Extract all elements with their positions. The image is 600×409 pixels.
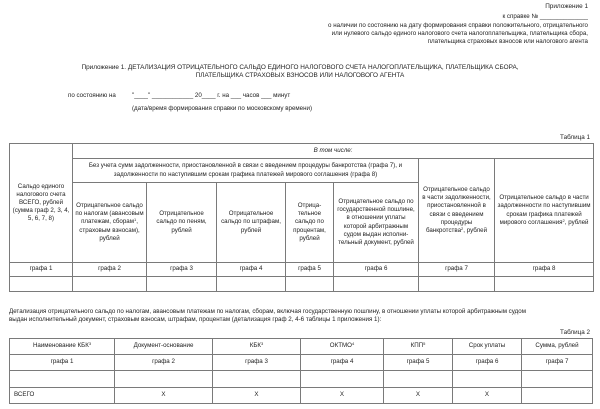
header-text: , страховым взносам), рублей [79, 218, 140, 242]
description-line: или нулевого сальдо единого налогового счета налогоплательщика, плательщика сбора, [331, 29, 588, 37]
column-number: графа 1 [10, 355, 115, 371]
value-cell[interactable] [213, 371, 301, 388]
value-cell[interactable] [73, 277, 147, 292]
certificate-description [228, 22, 588, 45]
appendix-label: Приложение 1 [545, 3, 588, 10]
value-cell[interactable] [286, 277, 334, 292]
total-amount-cell[interactable] [522, 388, 593, 404]
header-text: Документ-основание [133, 342, 194, 350]
table2-caption: Таблица 2 [560, 329, 590, 336]
column-number: графа 7 [419, 263, 495, 277]
header-kpp [384, 339, 453, 355]
header-text: , рублей [463, 226, 488, 234]
footnote-mark: 4 [351, 341, 355, 347]
value-cell[interactable] [147, 277, 217, 292]
value-cell[interactable] [522, 371, 593, 388]
value-cell[interactable] [115, 371, 213, 388]
header-text: Сумма, рублей [535, 342, 579, 350]
col-penalties-header: Отрицательное сальдо по пеням, рублей [147, 183, 217, 263]
header-text: Отрицательное сальдо в части задолженности по наступившим срокам графика платежей мирового соглашения [497, 194, 591, 226]
col-fines-header: Отрицательное сальдо по штрафам, рублей [217, 183, 286, 263]
column-number: графа 7 [522, 355, 593, 371]
total-cell: X [453, 388, 522, 404]
header-text: , рублей [564, 218, 589, 226]
header-text: КБК [249, 342, 262, 350]
header-text: КПП [410, 342, 424, 350]
column-number: графа 6 [334, 263, 419, 277]
value-cell[interactable] [217, 277, 286, 292]
column-number: графа 5 [286, 263, 334, 277]
value-cell[interactable] [10, 277, 73, 292]
header-oktmo [301, 339, 384, 355]
certificate-number: к справке № ______________ [502, 13, 588, 20]
total-cell: X [384, 388, 453, 404]
column-number: графа 4 [301, 355, 384, 371]
column-number: графа 2 [73, 263, 147, 277]
col-bankruptcy-header [419, 159, 495, 263]
total-cell: X [301, 388, 384, 404]
header-due-date [453, 339, 522, 355]
header-document [115, 339, 213, 355]
col-settlement-header [495, 159, 594, 263]
table1-caption: Таблица 1 [560, 134, 590, 141]
detail-table [9, 338, 593, 404]
header-kbk [213, 339, 301, 355]
column-number: графа 3 [147, 263, 217, 277]
header-text: ОКТМО [329, 342, 352, 350]
as-of-date-field[interactable]: "____" ____________ 20____ г. на ___ часов ___ минут [132, 92, 291, 99]
total-label: ВСЕГО [10, 388, 115, 404]
balance-table [9, 143, 594, 292]
value-cell[interactable] [301, 371, 384, 388]
col-total-balance-header: Сальдо единого налогового счета ВСЕГО, рублей (сумма граф 2, 3, 4, 5, 6, 7, 8) [10, 144, 73, 263]
as-of-label: по состоянию на [68, 92, 116, 99]
description-line: о наличии по состоянию на дату формирования справки положительного, отрицательного [328, 22, 588, 29]
value-cell[interactable] [334, 277, 419, 292]
value-cell[interactable] [453, 371, 522, 388]
total-cell: X [213, 388, 301, 404]
description-line: плательщика страховых взносов или налогового агента [427, 37, 588, 45]
header-text: Отрицательное сальдо в части задолженности, приостановленной в связи с введением процедуры банкротства [422, 186, 491, 234]
title-line: ПЛАТЕЛЬЩИКА СТРАХОВЫХ ВЗНОСОВ ИЛИ НАЛОГОВОГО АГЕНТА [195, 72, 405, 79]
col-taxes-header [73, 183, 147, 263]
total-cell: X [115, 388, 213, 404]
header-kbk-name [10, 339, 115, 355]
header-text: Наименование КБК [32, 342, 89, 350]
detail-line: выдан исполнительный документ, страховым взносам, штрафам, процентам (детализация граф 2, 4-6 таблицы 1 приложения 1): [9, 315, 382, 323]
column-number: графа 5 [384, 355, 453, 371]
column-number: графа 4 [217, 263, 286, 277]
column-number: графа 6 [453, 355, 522, 371]
column-number: графа 3 [213, 355, 301, 371]
as-of-date-hint: (дата/время формирования справки по московскому времени) [132, 105, 313, 112]
footnote-mark: 2 [562, 217, 565, 223]
title-line: Приложение 1. ДЕТАЛИЗАЦИЯ ОТРИЦАТЕЛЬНОГО САЛЬДО ЕДИНОГО НАЛОГОВОГО СЧЕТА НАЛОГОПЛАТЕЛЬЩИКА, ПЛАТЕЛЬЩИКА СБОРА, [81, 64, 519, 71]
footnote-mark: 1 [133, 217, 137, 223]
footnote-mark: 3 [261, 341, 264, 347]
detail-line: Детализация отрицательного сальдо по налогам, авансовым платежам по налогам, сборам, включая государственную пошлину, в отношении уплаты которой арбитражным судом [9, 308, 526, 315]
detail-description [9, 308, 599, 324]
header-amount [522, 339, 593, 355]
col-state-duty-header: Отрицательное сальдо по государственной пошлине, в отношении уплаты которой арбитражным судом выдан исполни-тельный документ, рублей [334, 183, 419, 263]
column-number: графа 2 [115, 355, 213, 371]
group-header: Без учета сумм задолженности, приостановленной в связи с введением процедуры банкротства (графа 7), и задолженности по наступившим срокам графика платежей мирового соглашения (графа 8) [73, 159, 419, 183]
header-text: Отрицательное сальдо по налогам (авансовым платежам, сборам [75, 202, 144, 226]
footnote-mark: 2 [461, 225, 464, 231]
column-number: графа 1 [10, 263, 73, 277]
value-cell[interactable] [495, 277, 594, 292]
value-cell[interactable] [384, 371, 453, 388]
footnote-mark: 5 [423, 341, 426, 347]
column-number: графа 8 [495, 263, 594, 277]
footnote-mark: 3 [88, 341, 92, 347]
in-total-header: В том числе: [73, 144, 594, 159]
header-text: Срок уплаты [468, 342, 506, 350]
value-cell[interactable] [419, 277, 495, 292]
col-interest-header: Отрица-тельное сальдо по процентам, рублей [286, 183, 334, 263]
value-cell[interactable] [10, 371, 115, 388]
page-title [30, 64, 570, 80]
